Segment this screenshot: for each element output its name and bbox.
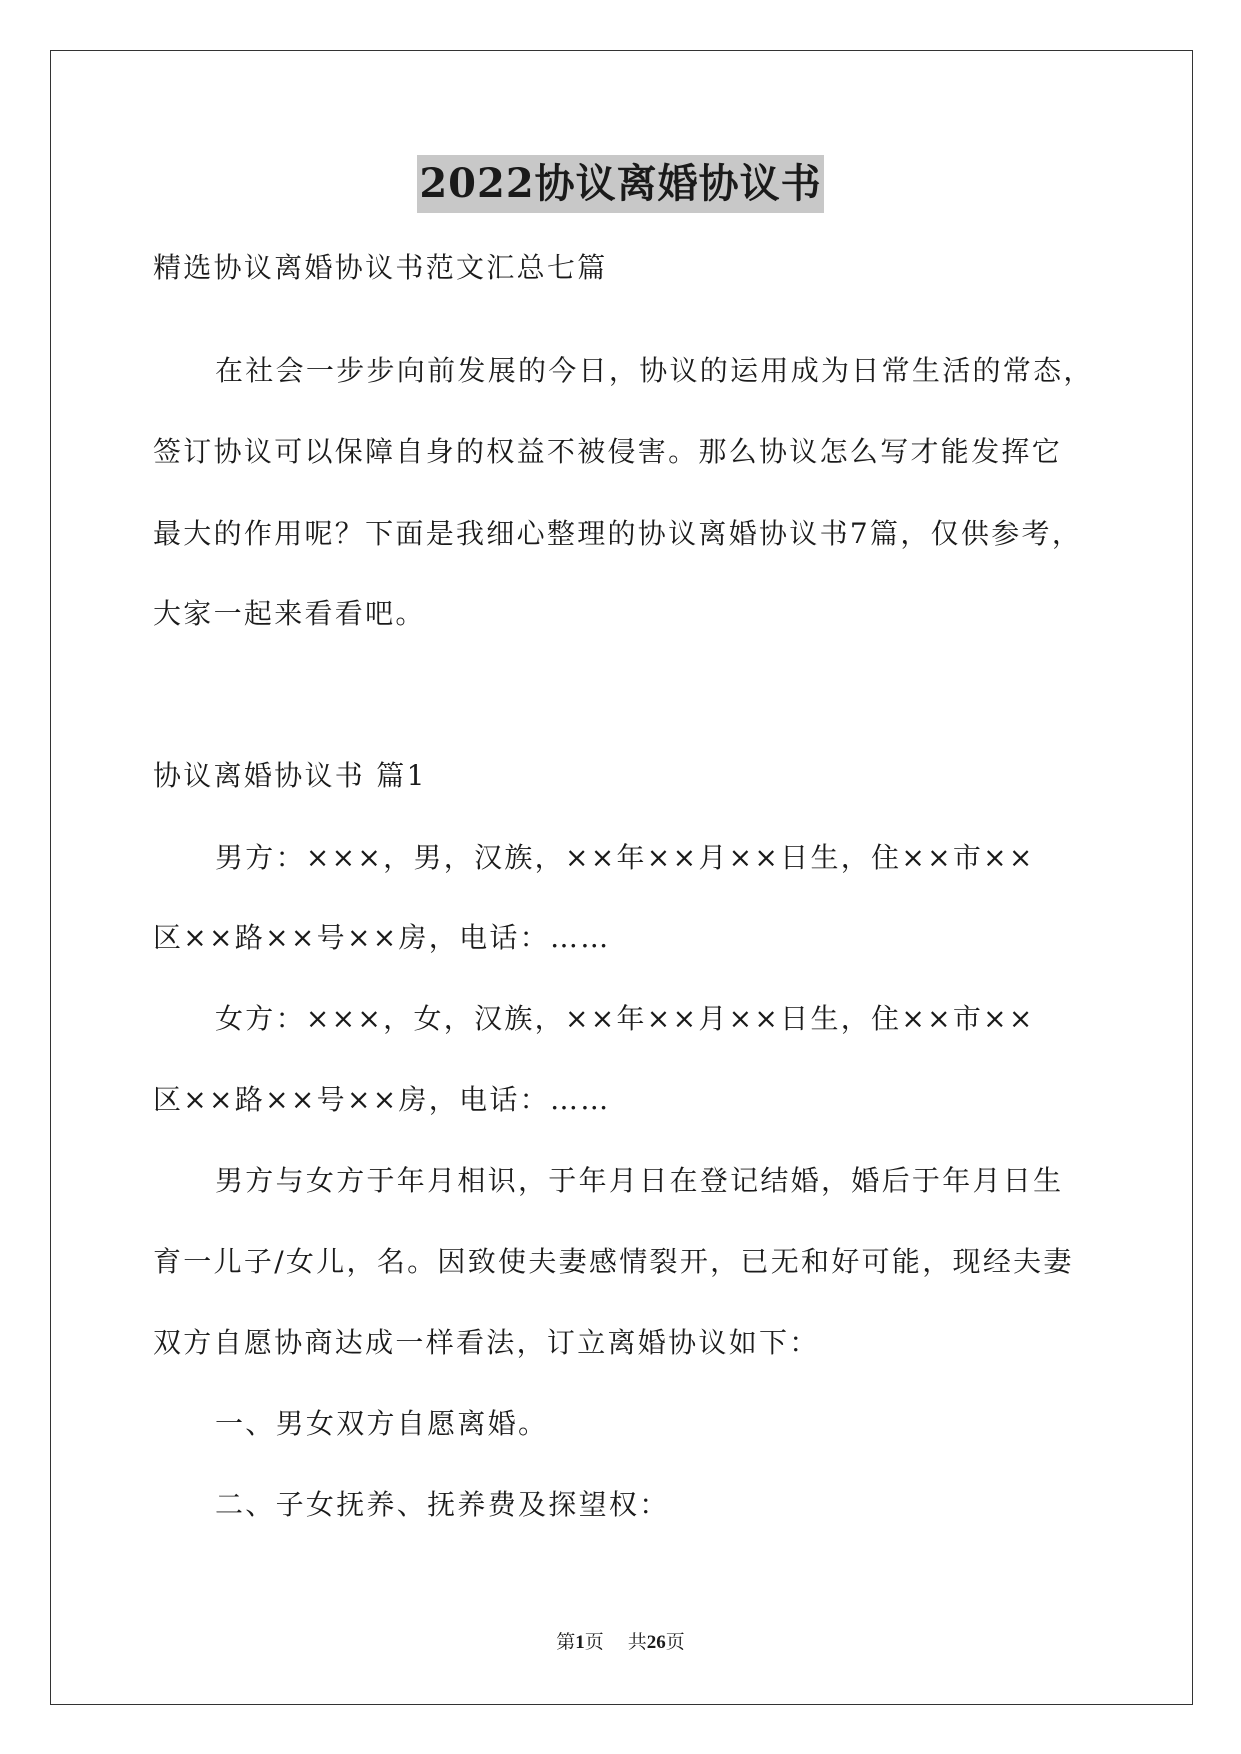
intro-line-2: 签订协议可以保障自身的权益不被侵害。那么协议怎么写才能发挥它 <box>153 435 1063 468</box>
body-line-1: 男方：×××，男，汉族，××年××月××日生，住××市×× <box>215 841 1035 874</box>
page-footer <box>0 1628 1241 1657</box>
intro-line-1: 在社会一步步向前发展的今日，协议的运用成为日常生活的常态， <box>215 354 1094 387</box>
body-line-5: 男方与女方于年月相识，于年月日在登记结婚，婚后于年月日生 <box>215 1164 1064 1197</box>
intro-line-3: 最大的作用呢？下面是我细心整理的协议离婚协议书7篇，仅供参考， <box>153 517 1083 550</box>
document-subtitle: 精选协议离婚协议书范文汇总七篇 <box>153 251 608 284</box>
footer-total-pages: 26 <box>646 1632 666 1653</box>
title-container <box>0 155 1241 213</box>
body-line-7: 双方自愿协商达成一样看法，订立离婚协议如下： <box>153 1326 820 1359</box>
body-line-9: 二、子女抚养、抚养费及探望权： <box>215 1488 670 1521</box>
footer-total-prefix: 共 <box>627 1632 647 1653</box>
footer-total-suffix: 页 <box>665 1632 685 1653</box>
body-line-8: 一、男女双方自愿离婚。 <box>215 1407 549 1440</box>
footer-page-prefix: 第 <box>556 1632 576 1653</box>
body-line-3: 女方：×××，女，汉族，××年××月××日生，住××市×× <box>215 1002 1035 1035</box>
intro-line-4: 大家一起来看看吧。 <box>153 597 426 630</box>
body-line-4: 区××路××号××房，电话：…… <box>153 1083 611 1116</box>
document-title: 2022协议离婚协议书 <box>417 155 823 213</box>
section-heading: 协议离婚协议书 篇1 <box>153 759 427 792</box>
footer-page-suffix: 页 <box>584 1632 604 1653</box>
footer-page-number: 1 <box>575 1632 585 1653</box>
body-line-6: 育一儿子/女儿，名。因致使夫妻感情裂开，已无和好可能，现经夫妻 <box>153 1245 1074 1278</box>
body-line-2: 区××路××号××房，电话：…… <box>153 921 611 954</box>
